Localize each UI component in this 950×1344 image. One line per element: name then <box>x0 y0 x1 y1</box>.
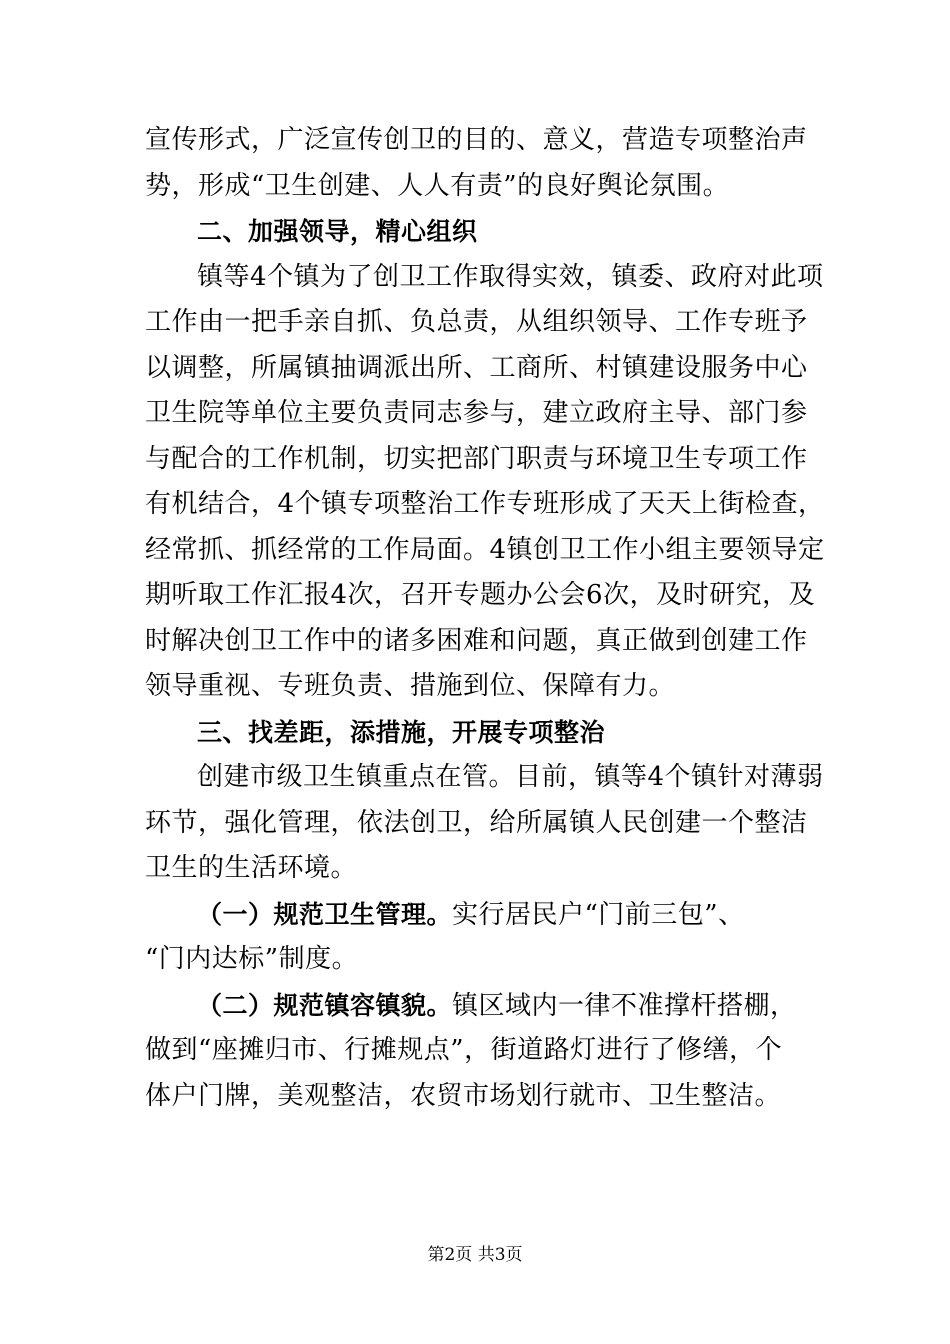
paragraph-line: 卫生院等单位主要负责同志参与，建立政府主导、部门参 <box>145 398 808 428</box>
paragraph-line: 体户门牌，美观整洁，农贸市场划行就市、卫生整洁。 <box>145 1080 782 1111</box>
subsection-title: （二）规范镇容镇貌。 <box>197 990 453 1020</box>
paragraph-line: 以调整，所属镇抽调派出所、工商所、村镇建设服务中心 <box>145 352 808 383</box>
subsection-title: （一）规范卫生管理。 <box>197 899 453 929</box>
paragraph-line: 卫生的生活环境。 <box>145 853 358 883</box>
paragraph-line: 势，形成“卫生创建、人人有责”的良好舆论氛围。 <box>145 170 730 201</box>
subsection-text: 镇区域内一律不准撑杆搭棚， <box>452 990 797 1021</box>
paragraph-line: 期听取工作汇报4次，召开专题办公会6次，及时研究，及 <box>145 580 816 610</box>
document-body <box>145 118 825 1119</box>
paragraph-line: 做到“座摊归市、行摊规点”，街道路灯进行了修缮，个 <box>145 1035 783 1065</box>
paragraph-line <box>145 892 810 938</box>
paragraph-line: 与配合的工作机制，切实把部门职责与环境卫生专项工作 <box>145 443 808 474</box>
paragraph-line: 时解决创卫工作中的诸多困难和问题，真正做到创建工作 <box>145 625 808 656</box>
paragraph-line: 工作由一把手亲自抓、负总责，从组织领导、工作专班予 <box>145 307 808 337</box>
paragraph-line: 有机结合，4个镇专项整治工作专班形成了天天上街检查， <box>145 489 825 519</box>
paragraph-line: 领导重视、专班负责、措施到位、保障有力。 <box>145 671 676 701</box>
paragraph-line: 宣传形式，广泛宣传创卫的目的、意义，营造专项整治声 <box>145 125 808 155</box>
paragraph-line: 环节，强化管理，依法创卫，给所属镇人民创建一个整洁 <box>145 807 808 838</box>
paragraph-line <box>145 983 810 1029</box>
paragraph-line: 创建市级卫生镇重点在管。目前，镇等4个镇针对薄弱 <box>197 762 824 792</box>
paragraph-line: “门内达标”制度。 <box>145 944 359 974</box>
paragraph-line: 镇等4个镇为了创卫工作取得实效，镇委、政府对此项 <box>197 261 824 292</box>
section-heading: 二、加强领导，精心组织 <box>197 217 478 246</box>
subsection-text: 实行居民户“门前三包”、 <box>452 899 745 930</box>
page-number-footer: 第2页 共3页 <box>427 1245 523 1265</box>
paragraph-line: 经常抓、抓经常的工作局面。4镇创卫工作小组主要领导定 <box>145 534 825 565</box>
section-heading: 三、找差距，添措施，开展专项整治 <box>197 717 606 747</box>
